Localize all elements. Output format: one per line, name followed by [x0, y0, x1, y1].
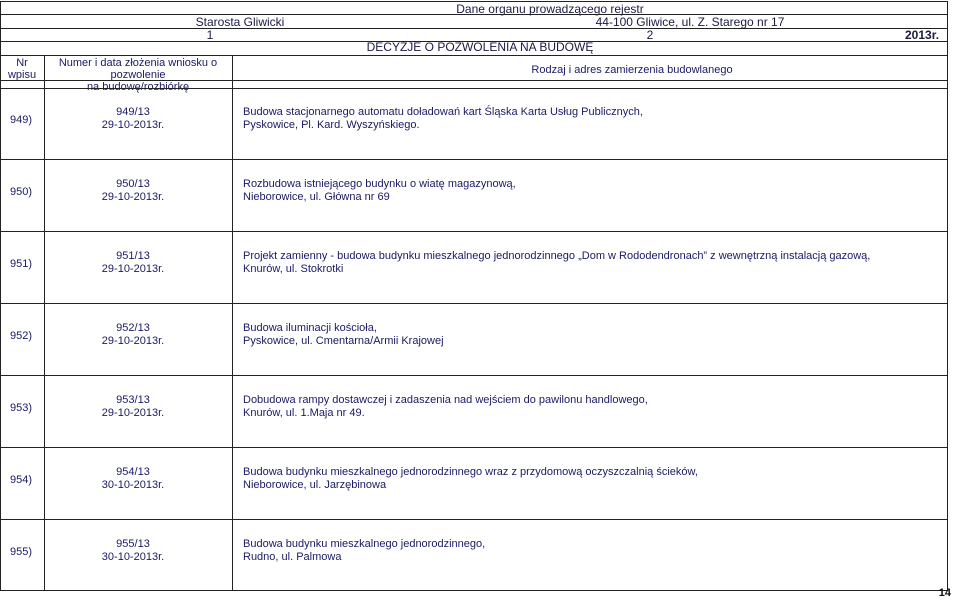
page-number: 14	[938, 587, 951, 599]
row-entry-number: 952)	[9, 330, 33, 342]
divider	[0, 55, 948, 56]
grid-nr-separator	[44, 55, 45, 591]
column-header-number-line2: na budowę/rozbiórkę	[86, 81, 190, 93]
row-entry-number: 951)	[9, 258, 33, 270]
row-application-date: 29-10-2013r.	[101, 335, 165, 347]
register-year: 2013r.	[905, 28, 940, 42]
row-description-line2: Nieborowice, ul. Jarzębinowa	[243, 479, 387, 491]
row-description-line1: Budowa stacjonarnego automatu doładowań kart Śląska Karta Usług Publicznych,	[243, 106, 643, 118]
row-application-number: 951/13	[116, 250, 150, 262]
row-application-number: 955/13	[116, 538, 150, 550]
row-divider	[0, 159, 948, 160]
row-divider	[0, 303, 948, 304]
row-divider	[0, 519, 948, 520]
table-bottom-border	[0, 590, 948, 591]
row-description-line1: Projekt zamienny - budowa budynku mieszkalnego jednorodzinnego „Dom w Rododendronach” z wewnętrzną instalacją gazową,	[243, 250, 871, 262]
row-entry-number: 950)	[9, 186, 33, 198]
header-bottom-border	[0, 80, 948, 81]
row-divider	[0, 447, 948, 448]
row-application-number: 952/13	[116, 322, 150, 334]
row-description-line1: Budowa budynku mieszkalnego jednorodzinnego wraz z przydomową oczyszczalnią ścieków,	[243, 466, 698, 478]
register-title: Dane organu prowadzącego rejestr	[456, 2, 644, 16]
grid-left	[0, 1, 1, 591]
row-application-number: 953/13	[116, 394, 150, 406]
row-description-line2: Rudno, ul. Palmowa	[243, 551, 342, 563]
grid-right	[947, 1, 948, 591]
row-divider	[0, 375, 948, 376]
row-application-date: 29-10-2013r.	[101, 119, 165, 131]
row-description-line1: Rozbudowa istniejącego budynku o wiatę magazynową,	[243, 178, 516, 190]
office-name: Starosta Gliwicki	[195, 15, 285, 29]
row-description-line2: Knurów, ul. Stokrotki	[243, 263, 344, 275]
row-application-date: 30-10-2013r.	[101, 479, 165, 491]
column-header-number-line1: Numer i data złożenia wniosku o pozwolenie	[58, 57, 218, 81]
row-description-line2: Pyskowice, ul. Cmentarna/Armii Krajowej	[243, 335, 444, 347]
row-application-date: 30-10-2013r.	[101, 551, 165, 563]
row-description-line2: Nieborowice, ul. Główna nr 69	[243, 191, 390, 203]
row-description-line1: Budowa budynku mieszkalnego jednorodzinnego,	[243, 538, 486, 550]
row-description-line1: Budowa iluminacji kościoła,	[243, 322, 377, 334]
row-description-line2: Knurów, ul. 1.Maja nr 49.	[243, 407, 365, 419]
row-application-date: 29-10-2013r.	[101, 191, 165, 203]
row-application-date: 29-10-2013r.	[101, 407, 165, 419]
office-address: 44-100 Gliwice, ul. Z. Starego nr 17	[595, 15, 785, 29]
row-entry-number: 949)	[9, 114, 33, 126]
header-bottom-border	[0, 88, 948, 89]
row-description-line2: Pyskowice, Pl. Kard. Wyszyńskiego.	[243, 119, 420, 131]
row-entry-number: 953)	[9, 402, 33, 414]
column-header-description: Rodzaj i adres zamierzenia budowlanego	[531, 64, 733, 76]
row-divider	[0, 231, 948, 232]
row-application-number: 954/13	[116, 466, 150, 478]
divider	[0, 28, 948, 29]
row-entry-number: 955)	[9, 546, 33, 558]
row-entry-number: 954)	[9, 474, 33, 486]
row-application-date: 29-10-2013r.	[101, 263, 165, 275]
column-index-2: 2	[646, 28, 654, 42]
row-description-line1: Dobudowa rampy dostawczej i zadaszenia nad wejściem do pawilonu handlowego,	[243, 394, 648, 406]
row-application-number: 949/13	[116, 106, 150, 118]
column-header-nr-line2: wpisu	[7, 69, 37, 81]
column-header-nr-line1: Nr	[16, 57, 28, 69]
column-header-nr	[0, 57, 44, 81]
row-application-number: 950/13	[116, 178, 150, 190]
grid-number-separator	[232, 55, 233, 591]
column-index-1: 1	[206, 28, 214, 42]
register-name: DECYZJE O POZWOLENIA NA BUDOWĘ	[366, 40, 594, 54]
